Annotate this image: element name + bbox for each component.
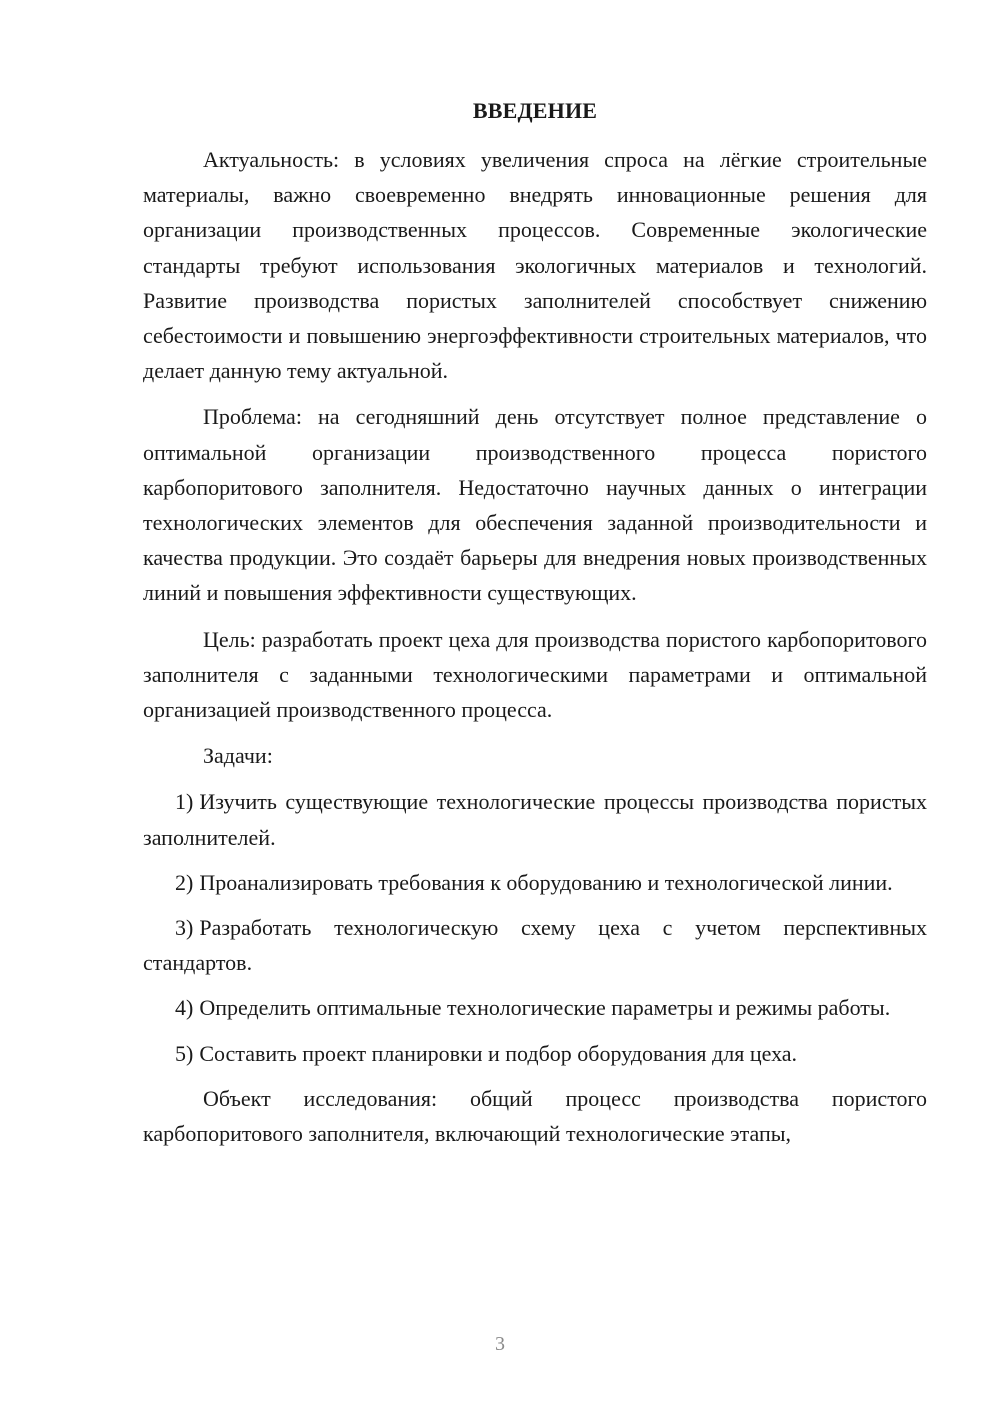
task-number: 2) [175, 869, 194, 895]
tasks-heading: Задачи: [203, 743, 273, 769]
page-number: 3 [495, 1333, 505, 1355]
task-number: 5) [175, 1040, 194, 1066]
task-number: 3) [175, 915, 194, 941]
paragraph-goal: Цель: разработать проект цеха для производства пористого карбопоритового заполнителя с заданными технологическими параметрами и оптимальной организацией производственного процесса. [143, 626, 927, 723]
task-number: 4) [175, 995, 194, 1021]
task-text: Определить оптимальные технологические параметры и режимы работы. [199, 995, 891, 1021]
task-number: 1) [175, 789, 194, 815]
task-item [143, 1036, 927, 1071]
task-text: Составить проект планировки и подбор оборудования для цеха. [199, 1040, 798, 1066]
paragraph-problem: Проблема: на сегодняшний день отсутствует полное представление о оптимальной организации производственного процесса пористого карбопоритового заполнителя. Недостаточно научных данных о интеграции технологических элементов для обеспечения заданной производительности и качества продукции. Это создаёт барьеры для внедрения новых производственных линий и повышения эффективности существующих. [143, 404, 927, 606]
task-text: Разработать технологическую схему цеха с учетом перспективных стандартов. [143, 915, 927, 976]
paragraph-object: Объект исследования: общий процесс производства пористого карбопоритового заполнителя, включающий технологические этапы, [143, 1085, 927, 1147]
document-body [143, 142, 927, 1162]
task-text: Изучить существующие технологические процессы производства пористых заполнителей. [143, 789, 927, 850]
task-item [143, 865, 927, 900]
task-item [143, 990, 927, 1025]
paragraph-relevance: Актуальность: в условиях увеличения спроса на лёгкие строительные материалы, важно своевременно внедрять инновационные решения для организации производственных процессов. Современные экологические стандарты требуют использования экологичных материалов и технологий. Развитие производства пористых заполнителей способствует снижению себестоимости и повышению энергоэффективности строительных материалов, что делает данную тему актуальной. [143, 147, 927, 384]
task-item [143, 784, 927, 854]
task-text: Проанализировать требования к оборудованию и технологической линии. [199, 869, 893, 895]
task-item [143, 910, 927, 980]
page-title: ВВЕДЕНИЕ [472, 98, 598, 123]
